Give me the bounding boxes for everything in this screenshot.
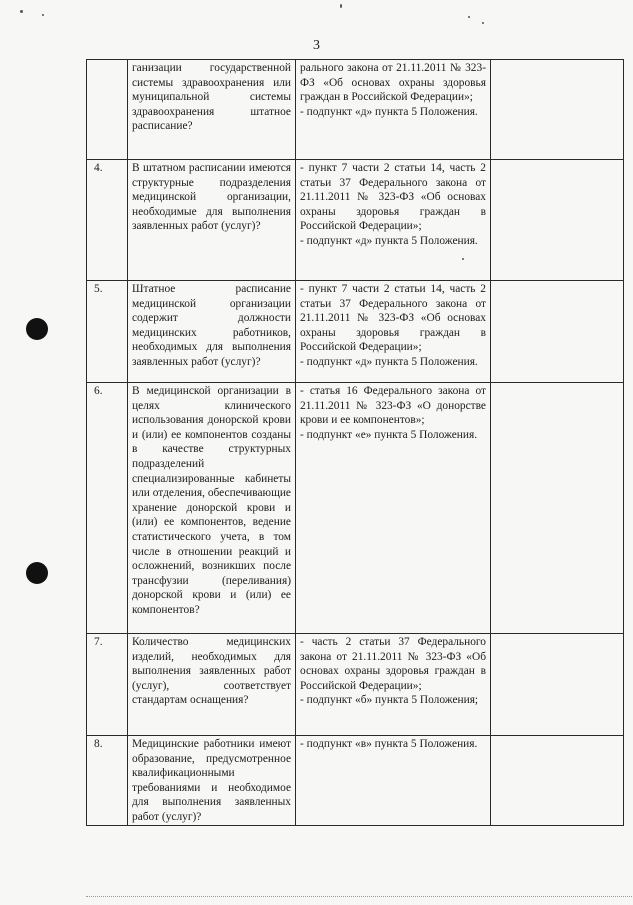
empty-cell [491,383,624,634]
table-row [87,634,624,736]
legal-reference [296,634,491,736]
reference-line: - подпункт «д» пункта 5 Положения. [300,234,478,247]
reference-line: - подпункт «в» пункта 5 Положения. [300,738,478,750]
empty-cell [491,634,624,736]
page-number: 3 [313,38,320,53]
reference-line: - часть 2 статьи 37 Федерального закона от 21.11.2011 № 323-ФЗ «Об основах охраны здоровья граждан в Российской Федерации»; [300,636,486,692]
checklist-table [86,59,624,826]
scan-speck [482,22,484,24]
empty-cell [491,736,624,826]
empty-cell [491,60,624,160]
legal-reference [296,160,491,281]
table-row [87,160,624,281]
row-number: 6. [87,383,128,634]
reference-line: - подпункт «б» пункта 5 Положения; [300,694,479,707]
scan-speck [20,10,23,13]
scan-speck [340,4,342,8]
scan-speck [42,14,44,16]
requirement-question: Штатное расписание медицинской организации содержит должности медицинских работников, необходимых для выполнения заявленных работ (услуг)? [128,281,296,383]
row-number [87,60,128,160]
reference-line: - подпункт «д» пункта 5 Положения. [300,105,478,118]
reference-line: - пункт 7 части 2 статьи 14, часть 2 статьи 37 Федерального закона от 21.11.2011 № 323-ФЗ «Об основах охраны здоровья граждан в Российской Федерации»; [300,162,486,233]
reference-line: - статья 16 Федерального закона от 21.11.2011 № 323-ФЗ «О донорстве крови и ее компонентов»; [300,385,486,427]
reference-line: - подпункт «е» пункта 5 Положения. [300,428,478,441]
legal-reference [296,736,491,826]
row-number: 5. [87,281,128,383]
requirement-question: ганизации государственной системы здравоохранения или муниципальной системы здравоохранения штатное расписание? [128,60,296,160]
requirement-question: В медицинской организации в целях клинического использования донорской крови и (или) ее компонентов созданы в качестве структурных подразделений специализированные кабинеты или отделения, обеспечивающие хранение донорской крови и (или) ее компонентов, ведение статистического учета, в том числе в отношении реакций и осложнений, возникших после трансфузии (переливания) донорской крови и (или) ее компонентов? [128,383,296,634]
row-number: 8. [87,736,128,826]
legal-reference [296,281,491,383]
punch-hole [26,562,48,584]
requirement-question: В штатном расписании имеются структурные подразделения медицинской организации, необходимые для выполнения заявленных работ (услуг)? [128,160,296,281]
reference-line: - подпункт «д» пункта 5 Положения. [300,355,478,368]
reference-line: - пункт 7 части 2 статьи 14, часть 2 статьи 37 Федерального закона от 21.11.2011 № 323-ФЗ «Об основах охраны здоровья граждан в Российской Федерации»; [300,283,486,354]
table-row [87,281,624,383]
reference-line: рального закона от 21.11.2011 № 323-ФЗ «Об основах охраны здоровья граждан в Российской Федерации»; [300,62,486,104]
legal-reference [296,383,491,634]
legal-reference [296,60,491,160]
requirement-question: Медицинские работники имеют образование, предусмотренное квалификационными требованиями и необходимое для выполнения заявленных работ (услуг)? [128,736,296,826]
table-row [87,736,624,826]
scan-speck [468,16,470,18]
table-row [87,383,624,634]
row-number: 4. [87,160,128,281]
empty-cell [491,281,624,383]
empty-cell [491,160,624,281]
scan-edge-line [86,896,633,897]
requirement-question: Количество медицинских изделий, необходимых для выполнения заявленных работ (услуг), соответствует стандартам оснащения? [128,634,296,736]
punch-hole [26,318,48,340]
table-row [87,60,624,160]
row-number: 7. [87,634,128,736]
